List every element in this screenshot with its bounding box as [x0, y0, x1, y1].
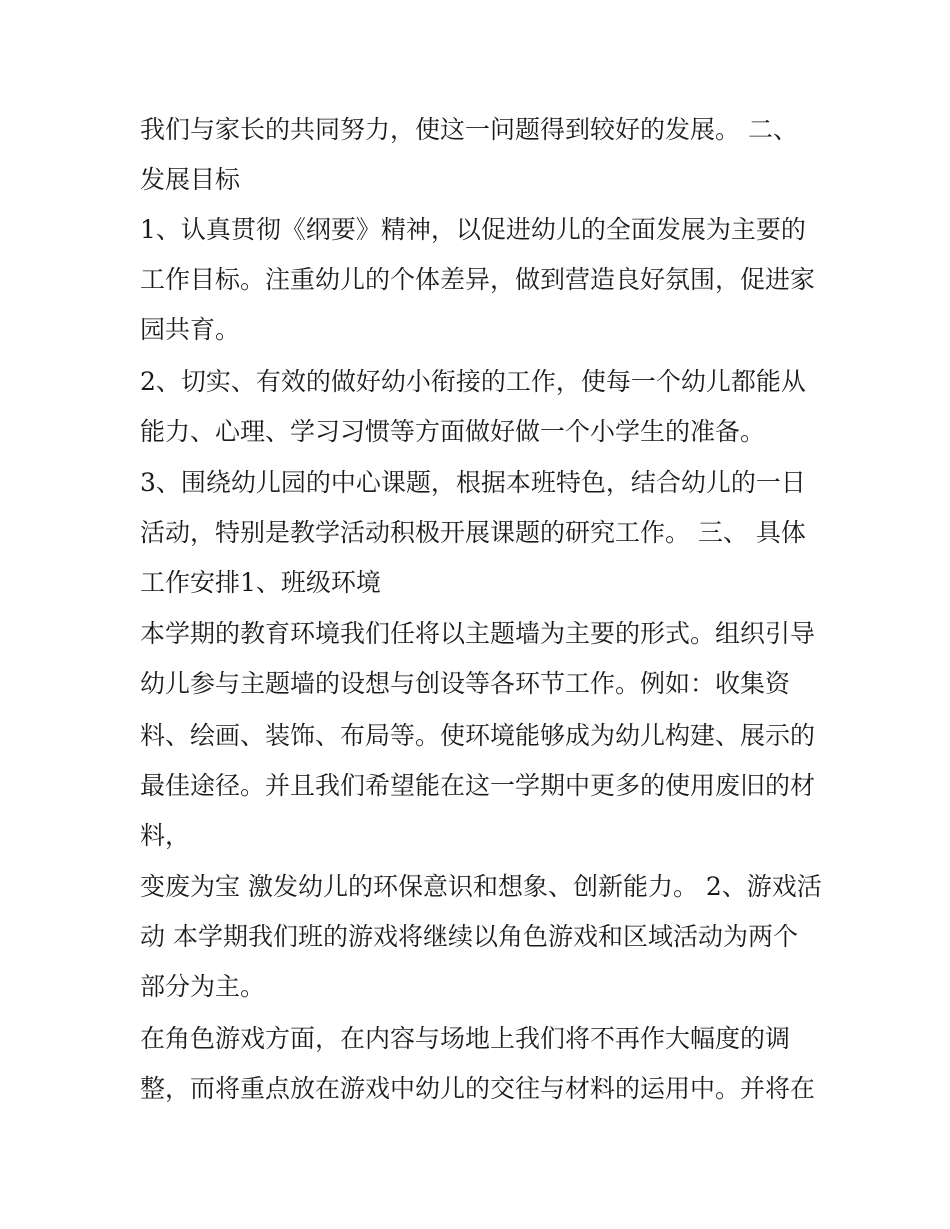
- text-line: 活动，特别是教学活动积极开展课题的研究工作。 三、 具体: [140, 518, 806, 547]
- text-line: 园共育。: [140, 315, 241, 344]
- text-line: 能力、心理、学习习惯等方面做好做一个小学生的准备。: [140, 417, 766, 446]
- text-line: 料，: [140, 821, 191, 850]
- text-line: 部分为主。: [140, 972, 266, 1001]
- text-line: 在角色游戏方面，在内容与场地上我们将不再作大幅度的调: [140, 1024, 791, 1053]
- text-line: 整，而将重点放在游戏中幼儿的交往与材料的运用中。并将在: [140, 1074, 816, 1103]
- text-line: 动 本学期我们班的游戏将继续以角色游戏和区域活动为两个: [140, 922, 798, 951]
- text-line: 本学期的教育环境我们任将以主题墙为主要的形式。组织引导: [140, 619, 816, 648]
- text-line: 工作安排1、班级环境: [140, 568, 381, 597]
- text-line: 最佳途径。并且我们希望能在这一学期中更多的使用废旧的材: [140, 771, 816, 800]
- text-line: 3、围绕幼儿园的中心课题，根据本班特色，结合幼儿的一日: [140, 468, 806, 497]
- text-line: 料、绘画、装饰、布局等。使环境能够成为幼儿构建、展示的: [140, 721, 816, 750]
- text-line: 幼儿参与主题墙的设想与创设等各环节工作。例如：收集资: [140, 669, 791, 698]
- text-line: 工作目标。注重幼儿的个体差异，做到营造良好氛围，促进家: [140, 265, 816, 294]
- text-line: 1、认真贯彻《纲要》精神，以促进幼儿的全面发展为主要的: [140, 215, 806, 244]
- text-line: 2、切实、有效的做好幼小衔接的工作，使每一个幼儿都能从: [140, 367, 806, 396]
- text-line: 我们与家长的共同努力，使这一问题得到较好的发展。 二、: [140, 115, 798, 144]
- text-line: 变废为宝 激发幼儿的环保意识和想象、创新能力。 2、游戏活: [140, 872, 822, 901]
- text-line: 发展目标: [140, 165, 241, 194]
